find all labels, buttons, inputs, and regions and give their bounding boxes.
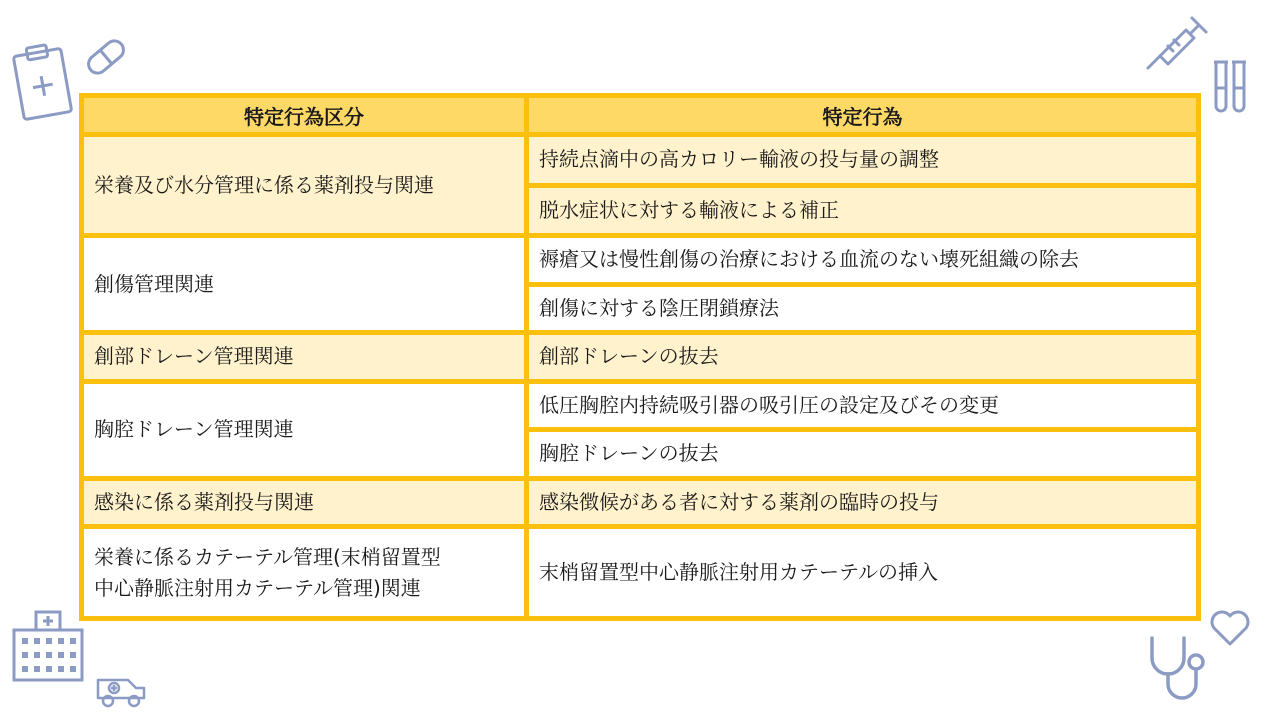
category-cell: 創部ドレーン管理関連 — [84, 335, 524, 378]
act-cell: 褥瘡又は慢性創傷の治療における血流のない壊死組織の除去 — [529, 238, 1196, 281]
heart-icon — [1208, 608, 1252, 648]
act-cell: 末梢留置型中心静脈注射用カテーテルの挿入 — [529, 529, 1196, 616]
table-row — [84, 238, 1196, 281]
category-cell: 感染に係る薬剤投与関連 — [84, 481, 524, 524]
act-cell: 脱水症状に対する輸液による補正 — [529, 188, 1196, 234]
table-row — [84, 137, 1196, 183]
act-cell: 胸腔ドレーンの抜去 — [529, 432, 1196, 475]
table-header-row — [84, 98, 1196, 132]
table-row — [84, 335, 1196, 378]
table-row — [84, 529, 1196, 616]
ambulance-icon — [94, 668, 150, 712]
category-cell: 創傷管理関連 — [84, 238, 524, 330]
act-cell: 創傷に対する陰圧閉鎖療法 — [529, 287, 1196, 330]
act-cell: 感染徴候がある者に対する薬剤の臨時の投与 — [529, 481, 1196, 524]
category-line: 栄養に係るカテーテル管理(末梢留置型 — [94, 544, 441, 569]
table-row — [84, 384, 1196, 427]
category-cell — [84, 529, 524, 616]
act-cell: 創部ドレーンの抜去 — [529, 335, 1196, 378]
hospital-icon — [8, 608, 88, 684]
header-act: 特定行為 — [529, 98, 1196, 132]
category-line: 中心静脈注射用カテーテル管理)関連 — [94, 575, 421, 600]
category-cell: 胸腔ドレーン管理関連 — [84, 384, 524, 476]
table-row — [84, 481, 1196, 524]
test-tubes-icon — [1208, 58, 1254, 118]
act-cell: 持続点滴中の高カロリー輸液の投与量の調整 — [529, 137, 1196, 183]
act-cell: 低圧胸腔内持続吸引器の吸引圧の設定及びその変更 — [529, 384, 1196, 427]
clipboard-icon — [6, 38, 78, 124]
pill-icon — [82, 36, 130, 78]
header-category: 特定行為区分 — [84, 98, 524, 132]
syringe-icon — [1142, 10, 1216, 82]
category-cell: 栄養及び水分管理に係る薬剤投与関連 — [84, 137, 524, 233]
specified-acts-table — [79, 93, 1201, 621]
